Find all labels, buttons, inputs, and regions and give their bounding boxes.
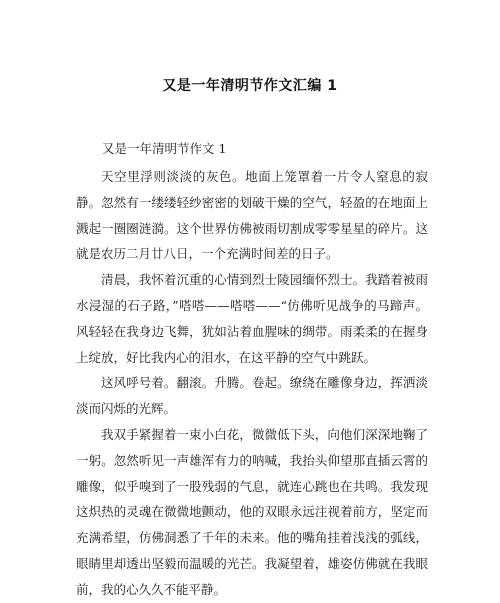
paragraph: 我双手紧握着一束小白花，微微低下头，向他们深深地鞠了一躬。忽然听见一声雄浑有力的呐喊，我抬头仰望那直插云霄的雕像，似乎嗅到了一股残弱的气息，就连心跳也在共鸣。我发现这炽热的灵魂在微微地颤动，他的双眼永远注视着前方，坚定而充满希望，仿佛洞悉了千年的未来。他的嘴角挂着浅浅的弧线，眼睛里却透出坚毅而温暖的光芒。我凝望着，雄姿仿佛就在我眼前，我的心久久不能平静。: [76, 426, 428, 597]
paragraph: 天空里浮则淡淡的灰色。地面上笼罩着一片令人窒息的寂静。忽然有一缕缕轻纱密密的划破干燥的空气，轻盈的在地面上溅起一圈圈涟漪。这个世界仿佛被雨切割成零零星星的碎片。这就是农历二月廿八日，一个充满时间差的日子。: [76, 169, 428, 262]
document-body: [76, 164, 428, 603]
paragraph: 这风呼号着。翻滚。升腾。卷起。缭绕在雕像身边，挥洒淡淡而闪烁的光辉。: [76, 375, 428, 417]
paragraph: 清晨，我怀着沉重的心情到烈士陵园缅怀烈士。我踏着被雨水浸湿的石子路，”嗒嗒——嗒嗒——“仿佛听见战争的马蹄声。风轻轻在我身边飞舞，犹如沾着血腥味的绸带。雨柔柔的在握身上绽放，好比我内心的泪水，在这平静的空气中跳跃。: [76, 272, 428, 365]
section-subtitle: 又是一年清明节作文 1: [102, 141, 227, 156]
document-title: 又是一年清明节作文汇编 1: [162, 78, 338, 94]
